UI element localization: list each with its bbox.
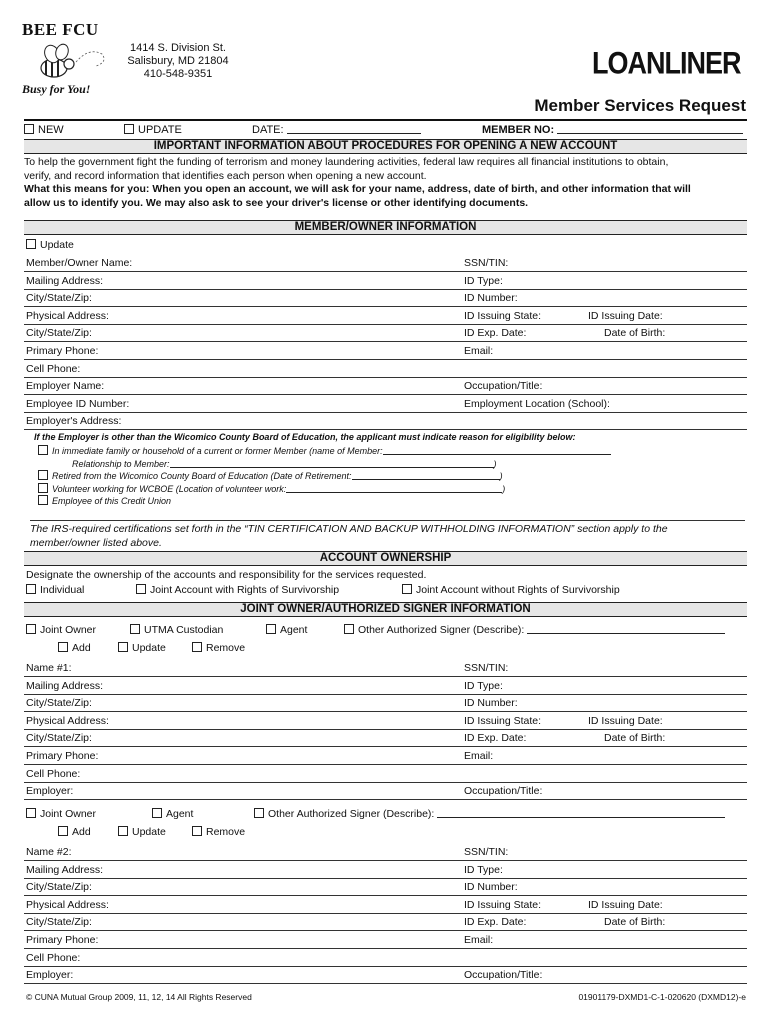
individual-label: Individual	[40, 584, 85, 596]
volunteer-label: Volunteer working for WCBOE (Location of volunteer work:	[52, 483, 287, 494]
joint-2-row[interactable]	[24, 844, 747, 861]
joint-2-field-label-right: Email:	[464, 934, 494, 946]
joint-1-field-label: Primary Phone:	[26, 750, 99, 762]
joint-1-field-label: Name #1:	[26, 662, 72, 674]
member-update-option[interactable]	[26, 239, 74, 251]
other-signer-label-2: Other Authorized Signer (Describe):	[268, 808, 435, 820]
new-label: NEW	[38, 124, 64, 136]
joint-1-field-label-right: ID Type:	[464, 679, 503, 692]
joint-1-row[interactable]	[24, 783, 747, 800]
joint-1-row[interactable]	[24, 678, 747, 695]
new-option[interactable]	[24, 122, 64, 138]
joint-1-field-label: Mailing Address:	[26, 679, 104, 692]
joint-2-row[interactable]	[24, 914, 747, 931]
member-field-label-right: ID Type:	[464, 274, 503, 287]
joint-2-field-label: Cell Phone:	[26, 951, 81, 964]
joint-owner-heading: JOINT OWNER/AUTHORIZED SIGNER INFORMATION	[24, 602, 747, 617]
joint-1-row[interactable]	[24, 748, 747, 765]
joint-1-field-label: Employer:	[26, 785, 74, 798]
joint-2-field-label-right: ID Exp. Date:	[464, 916, 527, 929]
relationship-line[interactable]	[170, 459, 494, 468]
volunteer-close-paren: )	[502, 483, 506, 494]
add-option-1[interactable]	[58, 642, 91, 654]
retirement-date-line[interactable]	[352, 471, 500, 480]
joint-with-rights-option[interactable]	[136, 584, 339, 596]
eligibility-list	[38, 445, 738, 508]
joint-1-row[interactable]	[24, 713, 747, 730]
other-signer-line-1[interactable]	[527, 624, 725, 634]
joint-1-row[interactable]	[24, 766, 747, 783]
top-fields-row	[24, 119, 747, 137]
update-label-2: Update	[132, 826, 166, 838]
agent-checkbox-1[interactable]	[266, 624, 276, 634]
form-code: 01901179-DXMD1-C-1-020620 (DXMD12)-e	[578, 992, 746, 1002]
joint-owner-label-2: Joint Owner	[40, 808, 97, 820]
joint-1-field-label-right: ID Number:	[464, 697, 518, 710]
retired-close-paren: )	[499, 471, 503, 481]
other-signer-line-2[interactable]	[437, 808, 725, 818]
joint-options-1	[26, 624, 747, 660]
update-checkbox-1[interactable]	[118, 642, 128, 652]
joint-1-field-label-right: Occupation/Title:	[464, 785, 543, 798]
remove-label-1: Remove	[206, 642, 246, 654]
joint-owner-label-1: Joint Owner	[40, 624, 97, 636]
other-signer-option-1[interactable]	[344, 624, 725, 636]
member-field-label: Employer's Address:	[26, 415, 122, 428]
member-no-field[interactable]	[482, 122, 743, 138]
eligibility-heading: If the Employer is other than the Wicomico County Board of Education, the applicant must indicate reason for eligibility below:	[34, 432, 576, 442]
joint-1-field-label: City/State/Zip:	[26, 697, 92, 710]
member-field-label: Physical Address:	[26, 309, 109, 322]
member-field-label-right2: ID Issuing Date:	[588, 309, 663, 322]
joint-without-rights-checkbox[interactable]	[402, 584, 412, 594]
member-field-label-right: Occupation/Title:	[464, 380, 543, 393]
member-field-label-right: SSN/TIN:	[464, 257, 509, 269]
member-row[interactable]	[24, 325, 747, 342]
member-row[interactable]	[24, 290, 747, 307]
copyright: © CUNA Mutual Group 2009, 11, 12, 14 All Rights Reserved	[26, 992, 252, 1002]
member-field-label-right: Employment Location (School):	[464, 397, 610, 410]
joint-2-field-label: Mailing Address:	[26, 863, 104, 876]
form-title: Member Services Request	[534, 96, 746, 115]
relationship-close-paren: )	[493, 458, 497, 469]
joint-2-row[interactable]	[24, 967, 747, 984]
loanliner-logo: LOANLINER	[592, 45, 741, 81]
volunteer-location-line[interactable]	[286, 484, 502, 493]
date-label: DATE:	[252, 124, 284, 136]
joint-with-rights-label: Joint Account with Rights of Survivorship	[150, 584, 340, 596]
member-field-label-right: Email:	[464, 345, 494, 357]
member-field-label: City/State/Zip:	[26, 292, 92, 305]
member-field-label: Mailing Address:	[26, 274, 104, 287]
update-checkbox[interactable]	[124, 124, 134, 134]
joint-1-field-label-right: Email:	[464, 750, 494, 762]
joint-2-field-label-right2: Date of Birth:	[604, 916, 666, 929]
joint-1-field-label: Cell Phone:	[26, 767, 81, 780]
joint-2-field-label-right: ID Number:	[464, 881, 518, 894]
member-row[interactable]	[24, 255, 747, 272]
joint-2-field-label-right2: ID Issuing Date:	[588, 898, 663, 911]
new-checkbox[interactable]	[24, 124, 34, 134]
ownership-options	[26, 584, 747, 600]
eligibility-option-employee[interactable]	[38, 495, 738, 508]
relationship-field[interactable]	[38, 458, 738, 471]
member-field-label-right: ID Exp. Date:	[464, 327, 527, 340]
other-signer-checkbox-2[interactable]	[254, 808, 264, 818]
retired-checkbox[interactable]	[38, 470, 48, 480]
update-checkbox-2[interactable]	[118, 826, 128, 836]
tagline: Busy for You!	[22, 82, 91, 96]
member-field-label-right2: Date of Birth:	[604, 327, 666, 340]
member-no-label: MEMBER NO:	[482, 124, 555, 136]
joint-2-field-label: City/State/Zip:	[26, 916, 92, 929]
utma-option-1[interactable]	[130, 624, 223, 636]
irs-note	[30, 520, 745, 550]
joint-1-row[interactable]	[24, 660, 747, 677]
joint-2-field-label: Employer:	[26, 969, 74, 982]
member-field-label: City/State/Zip:	[26, 327, 92, 340]
joint-2-row[interactable]	[24, 897, 747, 914]
update-label: UPDATE	[138, 124, 182, 136]
joint-options-2	[26, 808, 747, 844]
date-line[interactable]	[287, 124, 421, 134]
update-option[interactable]	[124, 122, 182, 138]
remove-checkbox-1[interactable]	[192, 642, 202, 652]
bee-icon	[34, 42, 114, 82]
add-option-2[interactable]	[58, 826, 91, 838]
irs-note-line-1: The IRS-required certifications set forth in the “TIN CERTIFICATION AND BACKUP WITHHOLDING INFORMATION” section apply to the	[30, 523, 668, 535]
joint-owner-option-2[interactable]	[26, 808, 96, 820]
member-field-label: Employee ID Number:	[26, 397, 130, 410]
member-row[interactable]	[24, 413, 747, 430]
agent-checkbox-2[interactable]	[152, 808, 162, 818]
member-row[interactable]	[24, 273, 747, 290]
joint-2-field-label: Physical Address:	[26, 898, 109, 911]
member-field-label: Cell Phone:	[26, 362, 81, 375]
add-label-2: Add	[72, 826, 91, 838]
relationship-label: Relationship to Member:	[72, 458, 170, 469]
phone-number: 410-548-9351	[143, 68, 213, 80]
retired-label: Retired from the Wicomico County Board of Education (Date of Retirement:	[52, 471, 352, 481]
joint-2-row[interactable]	[24, 932, 747, 949]
joint-1-field-label-right: ID Issuing State:	[464, 714, 542, 727]
joint-1-field-label-right2: Date of Birth:	[604, 732, 666, 745]
individual-checkbox[interactable]	[26, 584, 36, 594]
notice-text	[24, 156, 747, 210]
joint-1-field-label-right2: ID Issuing Date:	[588, 714, 663, 727]
update-option-2[interactable]	[118, 826, 166, 838]
other-signer-checkbox-1[interactable]	[344, 624, 354, 634]
agent-label-2: Agent	[166, 808, 194, 820]
add-checkbox-1[interactable]	[58, 642, 68, 652]
joint-1-row[interactable]	[24, 695, 747, 712]
eligibility-option-family[interactable]	[38, 445, 738, 458]
add-label-1: Add	[72, 642, 91, 654]
individual-option[interactable]	[26, 584, 84, 596]
joint-1-field-label-right: SSN/TIN:	[464, 662, 509, 674]
update-label-1: Update	[132, 642, 166, 654]
joint-owner-checkbox-2[interactable]	[26, 808, 36, 818]
member-field-label-right: ID Issuing State:	[464, 309, 542, 322]
other-signer-label-1: Other Authorized Signer (Describe):	[358, 624, 525, 636]
address-block	[118, 42, 238, 81]
joint-2-field-label-right: ID Issuing State:	[464, 898, 542, 911]
joint-2-row[interactable]	[24, 862, 747, 879]
family-checkbox[interactable]	[38, 445, 48, 455]
notice-heading: IMPORTANT INFORMATION ABOUT PROCEDURES FOR OPENING A NEW ACCOUNT	[24, 139, 747, 154]
add-checkbox-2[interactable]	[58, 826, 68, 836]
remove-option-1[interactable]	[192, 642, 245, 654]
notice-line-2: verify, and record information that identifies each person when opening a new account.	[24, 169, 427, 182]
notice-line-4: allow us to identify you. We may also ask to see your driver's license or other identifying documents.	[24, 196, 529, 209]
notice-line-3: What this means for you: When you open an account, we will ask for your name, address, date of birth, and other information that will	[24, 183, 691, 195]
member-field-label: Member/Owner Name:	[26, 257, 133, 269]
joint-2-field-label: Name #2:	[26, 846, 72, 858]
joint-2-field-label-right: Occupation/Title:	[464, 969, 543, 982]
utma-label-1: UTMA Custodian	[144, 624, 224, 636]
member-row[interactable]	[24, 308, 747, 325]
member-row[interactable]	[24, 396, 747, 413]
joint-2-row[interactable]	[24, 950, 747, 967]
notice-line-1: To help the government fight the funding of terrorism and money laundering activities, federal law requires all financial institutions to obtain,	[24, 156, 669, 168]
member-field-label: Primary Phone:	[26, 345, 99, 357]
joint-2-field-label-right: SSN/TIN:	[464, 846, 509, 858]
joint-1-field-label: City/State/Zip:	[26, 732, 92, 745]
joint-2-field-label: City/State/Zip:	[26, 881, 92, 894]
joint-owner-checkbox-1[interactable]	[26, 624, 36, 634]
brand-logo: BEE FCU	[22, 20, 99, 39]
eligibility-option-volunteer[interactable]	[38, 483, 738, 496]
utma-checkbox-1[interactable]	[130, 624, 140, 634]
other-signer-option-2[interactable]	[254, 808, 725, 820]
agent-option-2[interactable]	[152, 808, 193, 820]
member-name-line[interactable]	[383, 446, 611, 455]
joint-without-rights-label: Joint Account without Rights of Survivorship	[416, 584, 620, 596]
joint-owner-option-1[interactable]	[26, 624, 96, 636]
agent-label-1: Agent	[280, 624, 308, 636]
joint-with-rights-checkbox[interactable]	[136, 584, 146, 594]
remove-checkbox-2[interactable]	[192, 826, 202, 836]
member-field-label: Employer Name:	[26, 380, 105, 393]
volunteer-checkbox[interactable]	[38, 483, 48, 493]
member-row[interactable]	[24, 343, 747, 360]
joint-1-field-label-right: ID Exp. Date:	[464, 732, 527, 745]
agent-option-1[interactable]	[266, 624, 307, 636]
member-section-heading: MEMBER/OWNER INFORMATION	[24, 220, 747, 235]
joint-2-field-label-right: ID Type:	[464, 863, 503, 876]
joint-2-row[interactable]	[24, 879, 747, 896]
joint-2-field-label: Primary Phone:	[26, 934, 99, 946]
irs-note-line-2: member/owner listed above.	[30, 537, 162, 549]
remove-option-2[interactable]	[192, 826, 245, 838]
ownership-description: Designate the ownership of the accounts and responsibility for the services requested.	[26, 569, 427, 581]
address-line-1: 1414 S. Division St.	[130, 42, 226, 54]
date-field[interactable]	[252, 122, 421, 138]
address-line-2: Salisbury, MD 21804	[127, 55, 229, 67]
update-option-1[interactable]	[118, 642, 166, 654]
joint-1-row[interactable]	[24, 730, 747, 747]
member-field-label-right: ID Number:	[464, 292, 518, 305]
member-row[interactable]	[24, 361, 747, 378]
member-update-label: Update	[40, 239, 74, 251]
joint-1-field-label: Physical Address:	[26, 714, 109, 727]
joint-without-rights-option[interactable]	[402, 584, 620, 596]
family-label: In immediate family or household of a current or former Member (name of Member:	[52, 446, 383, 456]
remove-label-2: Remove	[206, 826, 246, 838]
member-no-line[interactable]	[557, 124, 743, 134]
employee-label: Employee of this Credit Union	[52, 496, 172, 506]
member-update-checkbox[interactable]	[26, 239, 36, 249]
employee-checkbox[interactable]	[38, 495, 48, 505]
eligibility-option-retired[interactable]	[38, 470, 738, 483]
member-row[interactable]	[24, 378, 747, 395]
ownership-heading: ACCOUNT OWNERSHIP	[24, 551, 747, 566]
